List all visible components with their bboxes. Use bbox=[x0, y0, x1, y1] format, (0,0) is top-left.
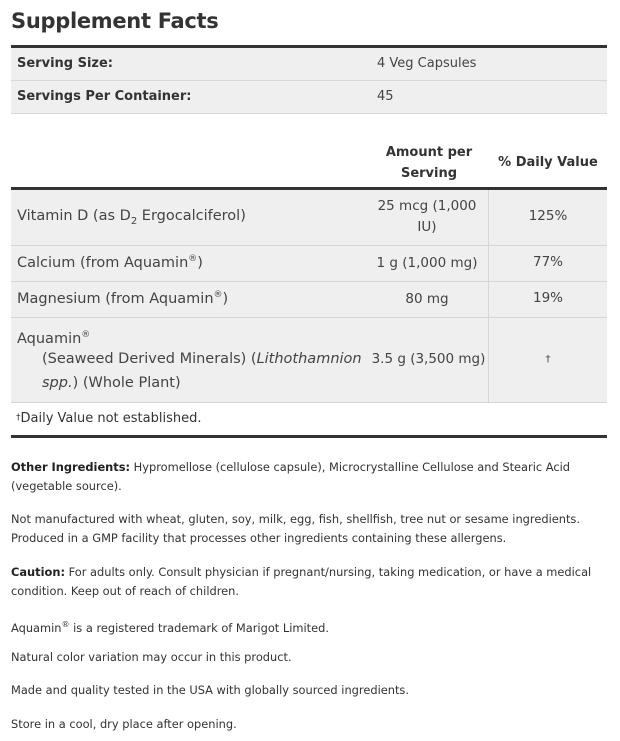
nutrient-row bbox=[11, 318, 607, 403]
serving-size-row bbox=[11, 48, 607, 81]
servings-per-container-value: 45 bbox=[377, 89, 394, 104]
nutrient-daily-value: 125% bbox=[528, 208, 568, 224]
nutrient-daily-value: 77% bbox=[532, 254, 563, 270]
nutrient-amount: 1 g (1,000 mg) bbox=[376, 255, 478, 271]
nutrient-row bbox=[11, 190, 607, 246]
nutrient-subname: (Seaweed Derived Minerals) (Lithothamnion bbox=[42, 351, 362, 367]
nutrient-subname-line2: spp.) (Whole Plant) bbox=[42, 375, 181, 391]
serving-size-label: Serving Size: bbox=[17, 56, 114, 71]
nutrient-row bbox=[11, 282, 607, 318]
nutrient-name: Calcium (from Aquamin®) bbox=[17, 254, 203, 271]
nutrient-amount: 80 mg bbox=[405, 291, 449, 307]
nutrient-name: Vitamin D (as $D_2$ Ergocalciferol) bbox=[17, 208, 246, 227]
daily-value-header: % Daily Value bbox=[498, 155, 598, 170]
nutrient-amount: 25 mcg (1,000 IU) bbox=[377, 198, 477, 235]
footnote: †Daily Value not established. bbox=[16, 411, 202, 426]
trademark-statement: Aquamin® is a registered trademark of Marigot Limited. bbox=[11, 620, 329, 635]
serving-size-value: 4 Veg Capsules bbox=[377, 56, 477, 71]
bottom-rule bbox=[11, 435, 607, 438]
servings-per-container-label: Servings Per Container: bbox=[17, 89, 192, 104]
nutrient-name: Aquamin® bbox=[17, 330, 91, 347]
color-variation-statement: Natural color variation may occur in this product. bbox=[11, 650, 292, 664]
made-in-usa-statement: Made and quality tested in the USA with globally sourced ingredients. bbox=[11, 683, 409, 697]
servings-per-container-row bbox=[11, 81, 607, 114]
amount-header-line2: Serving bbox=[400, 166, 458, 181]
storage-statement: Store in a cool, dry place after opening. bbox=[11, 717, 237, 731]
nutrient-row bbox=[11, 246, 607, 282]
caution-statement: Caution: For adults only. Consult physician if pregnant/nursing, taking medication, or have a medical condition. Keep out of reach of children. bbox=[11, 565, 592, 598]
allergen-statement: Not manufactured with wheat, gluten, soy, milk, egg, fish, shellfish, tree nut or sesame ingredients. Produced in a GMP facility that processes other ingredients containing these allergens. bbox=[11, 512, 580, 545]
nutrient-amount: 3.5 g (3,500 mg) bbox=[371, 351, 486, 367]
nutrient-daily-value: † bbox=[545, 354, 551, 365]
nutrient-name: Magnesium (from Aquamin®) bbox=[17, 290, 229, 307]
other-ingredients: Other Ingredients: Hypromellose (cellulose capsule), Microcrystalline Cellulose and Stearic Acid (vegetable source). bbox=[11, 460, 571, 493]
nutrient-daily-value: 19% bbox=[532, 290, 563, 306]
amount-per-serving-header bbox=[367, 142, 491, 184]
page-title: Supplement Facts bbox=[11, 9, 219, 33]
amount-header-line1: Amount per bbox=[385, 145, 473, 160]
